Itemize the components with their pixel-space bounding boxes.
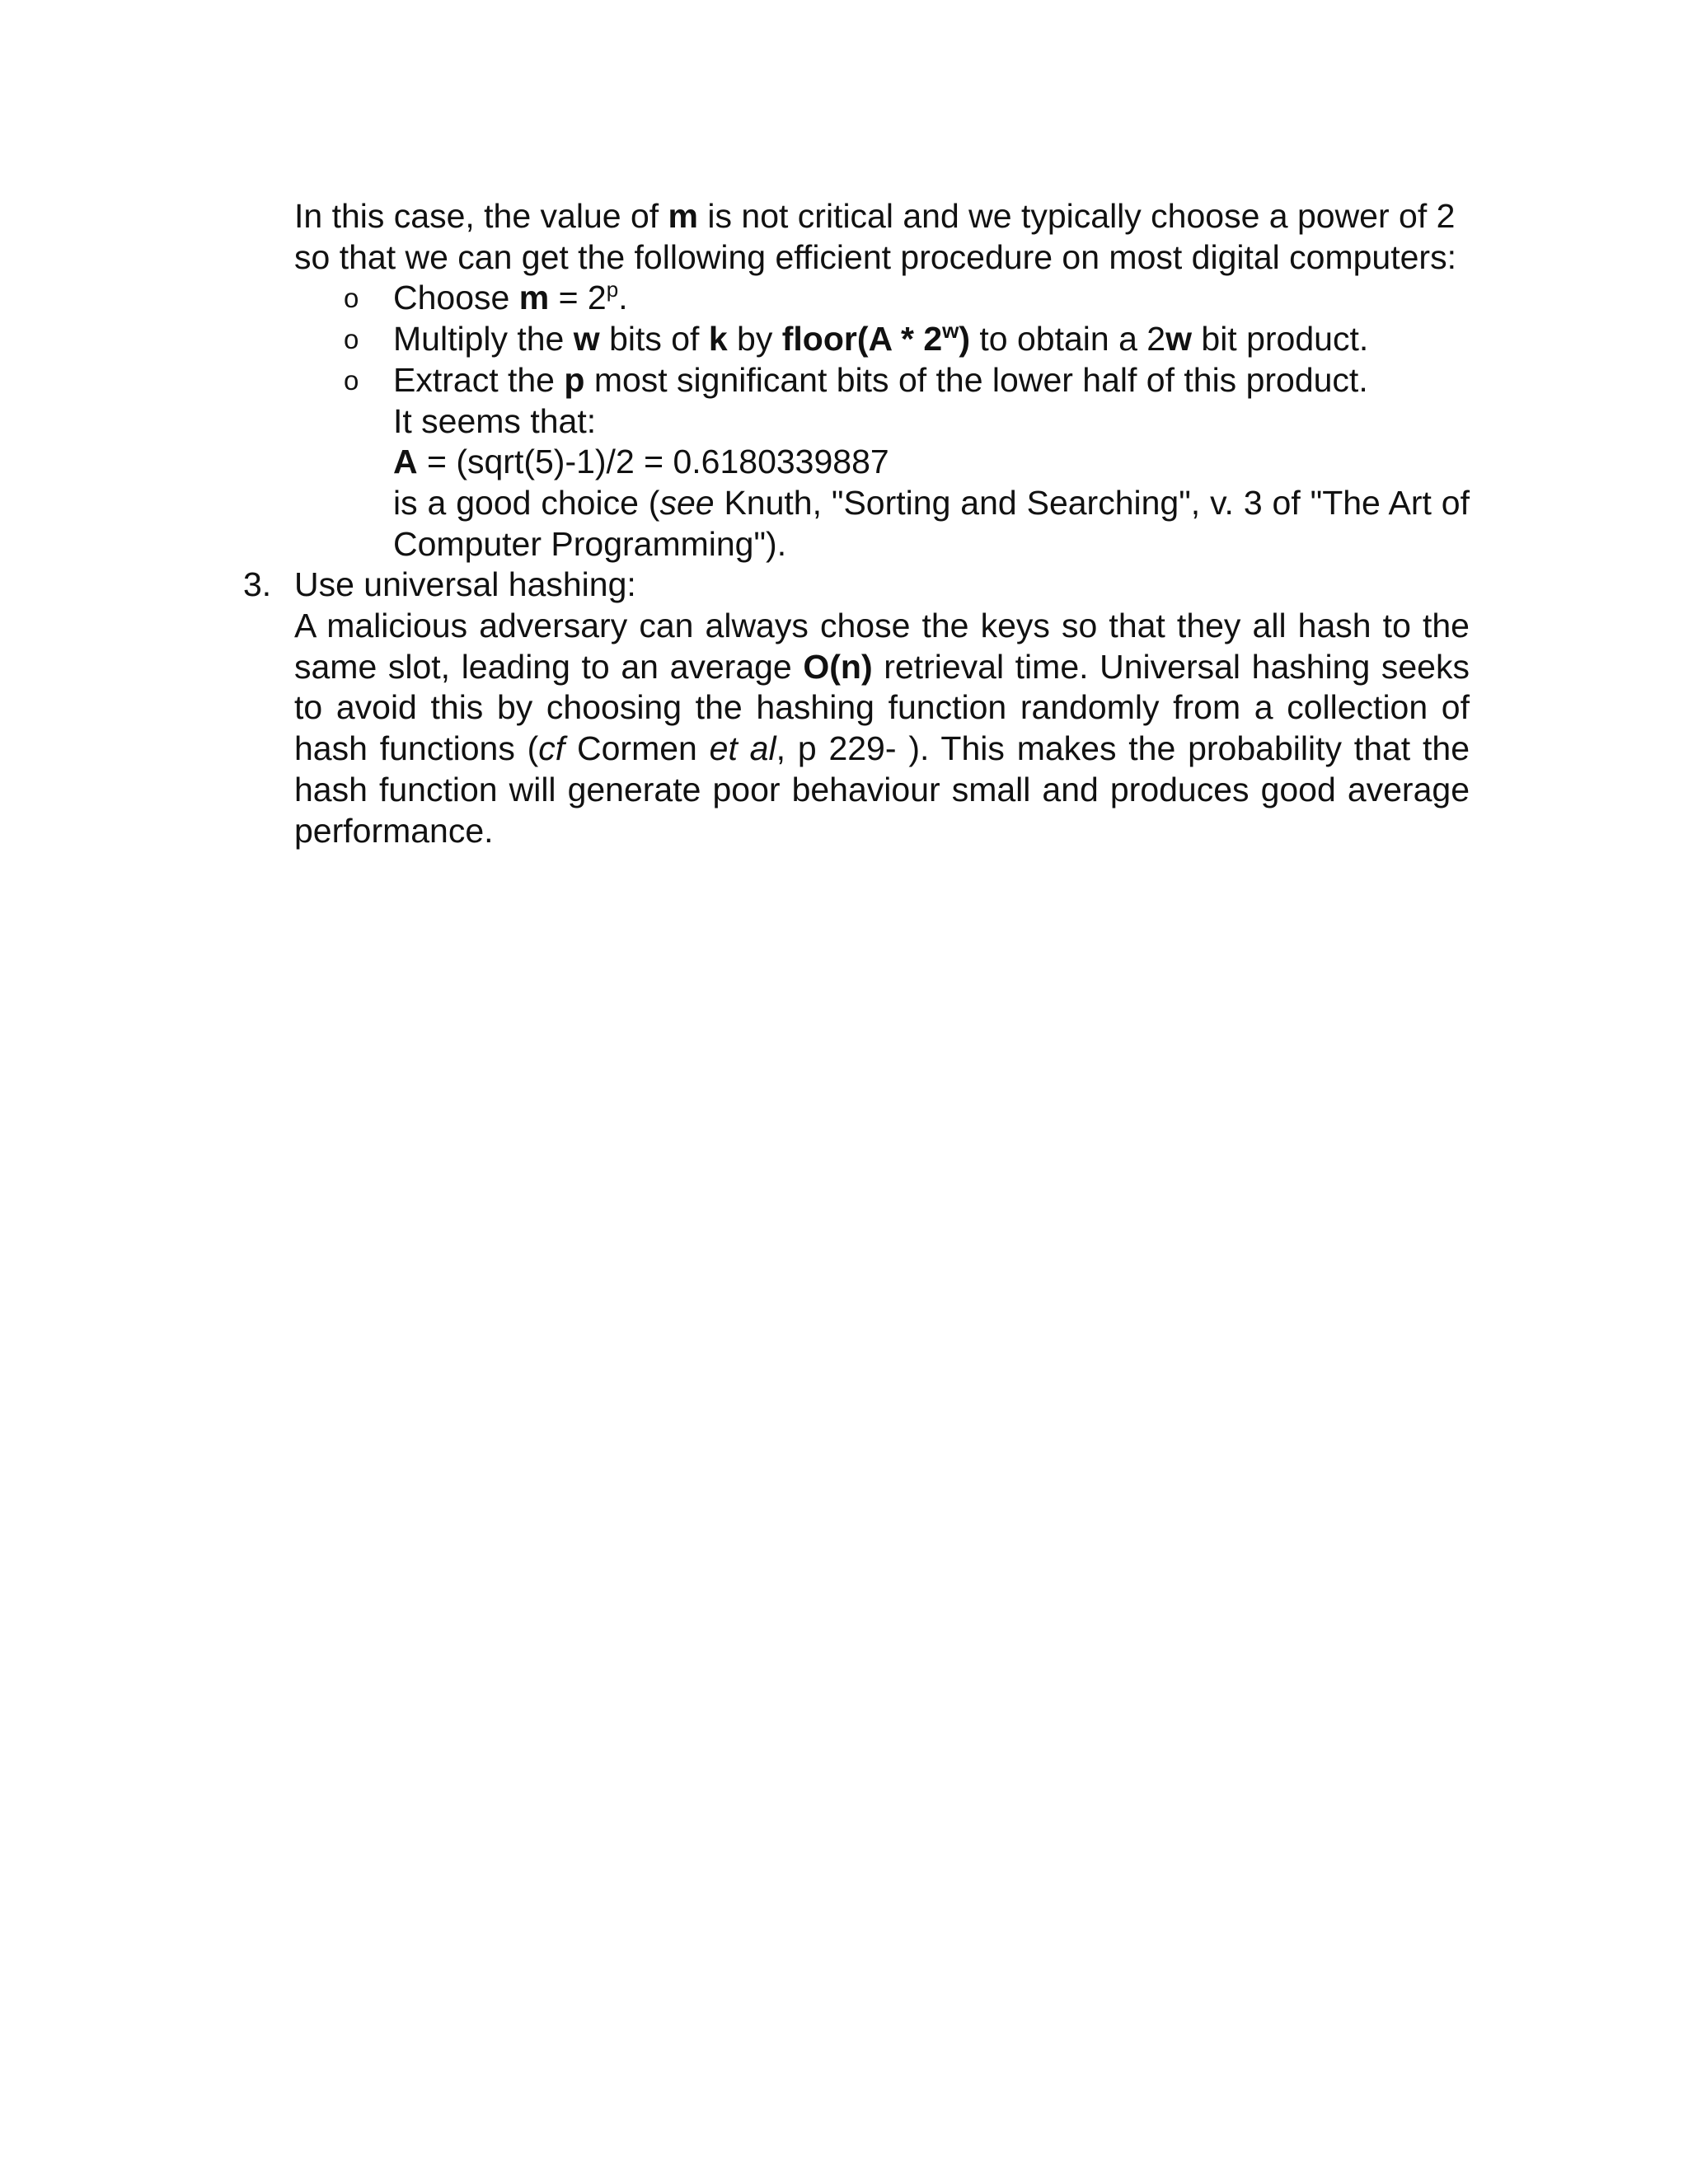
paragraph-text: Cormen <box>565 729 710 768</box>
procedure-step-choose <box>294 278 1470 319</box>
list-item-title: Use universal hashing: <box>294 565 636 604</box>
list-item-universal-hashing <box>243 565 1470 851</box>
step-bold-m: m <box>518 279 550 317</box>
floor-close: ) <box>959 320 971 359</box>
step-text: Choose <box>393 279 519 317</box>
knuth-reference <box>393 483 1470 565</box>
step-text: most significant bits of the lower half of this product. <box>584 360 1368 399</box>
cf-italic: cf <box>538 729 565 768</box>
bullet-marker: o <box>344 364 359 396</box>
bullet-marker: o <box>344 283 359 314</box>
reference-see: see <box>659 483 715 522</box>
intro-text: In this case, the value of <box>294 197 668 235</box>
step-text: bit product. <box>1192 320 1369 359</box>
procedure-step-multiply <box>294 319 1470 360</box>
reference-text: is a good choice ( <box>393 483 660 522</box>
list-number: 3. <box>243 565 272 604</box>
step-text: Multiply the <box>393 320 574 359</box>
step-text: to obtain a 2 <box>970 320 1166 359</box>
step-bold-p: p <box>564 360 585 399</box>
constant-note <box>294 401 1470 565</box>
paragraph-text: , p 229- ). This makes the probability that the hash function will generate poor behaviour small and produces good average performance. <box>294 729 1470 850</box>
procedure-list <box>294 278 1470 401</box>
intro-m: m <box>668 197 699 235</box>
step-bold-k: k <box>708 320 728 359</box>
formula-text: = (sqrt(5)-1)/2 = 0.6180339887 <box>417 443 889 481</box>
step-text: . <box>618 279 628 317</box>
golden-ratio-formula <box>393 442 1470 483</box>
step-text: Extract the <box>393 360 565 399</box>
formula-a: A <box>393 443 418 481</box>
paragraph-text: A malicious adversary can always chose the keys so that they all hash to the same slot, leading to an average <box>294 607 1470 686</box>
universal-hashing-paragraph <box>294 606 1470 851</box>
step-bold-w: w <box>1165 320 1192 359</box>
intro-paragraph <box>294 196 1470 278</box>
floor-expression <box>782 320 970 358</box>
step-bold-w: w <box>573 320 600 359</box>
superscript-p: p <box>606 277 619 302</box>
procedure-step-extract <box>294 360 1470 401</box>
reference-text: Knuth, "Sorting and Searching", v. 3 of "The Art of Computer Programming"). <box>393 483 1470 563</box>
floor-text: floor(A * 2 <box>781 320 943 359</box>
superscript-w: w <box>942 318 959 344</box>
step-text: by <box>727 320 782 359</box>
paragraph-text: retrieval time. Universal hashing seeks to avoid this by choosing the hashing function randomly from a collection of hash functions ( <box>294 647 1470 768</box>
note-intro: It seems that: <box>393 401 597 440</box>
step-text: = 2 <box>549 279 607 317</box>
document-body <box>243 196 1470 851</box>
big-o-notation: O(n) <box>803 647 873 686</box>
bullet-marker: o <box>344 324 359 355</box>
et-al-italic: et al <box>709 729 776 768</box>
intro-text-end: is not critical and we typically choose a power of 2 so that we can get the following efficient procedure on most digital computers: <box>294 197 1456 276</box>
step-text: bits of <box>599 320 709 359</box>
